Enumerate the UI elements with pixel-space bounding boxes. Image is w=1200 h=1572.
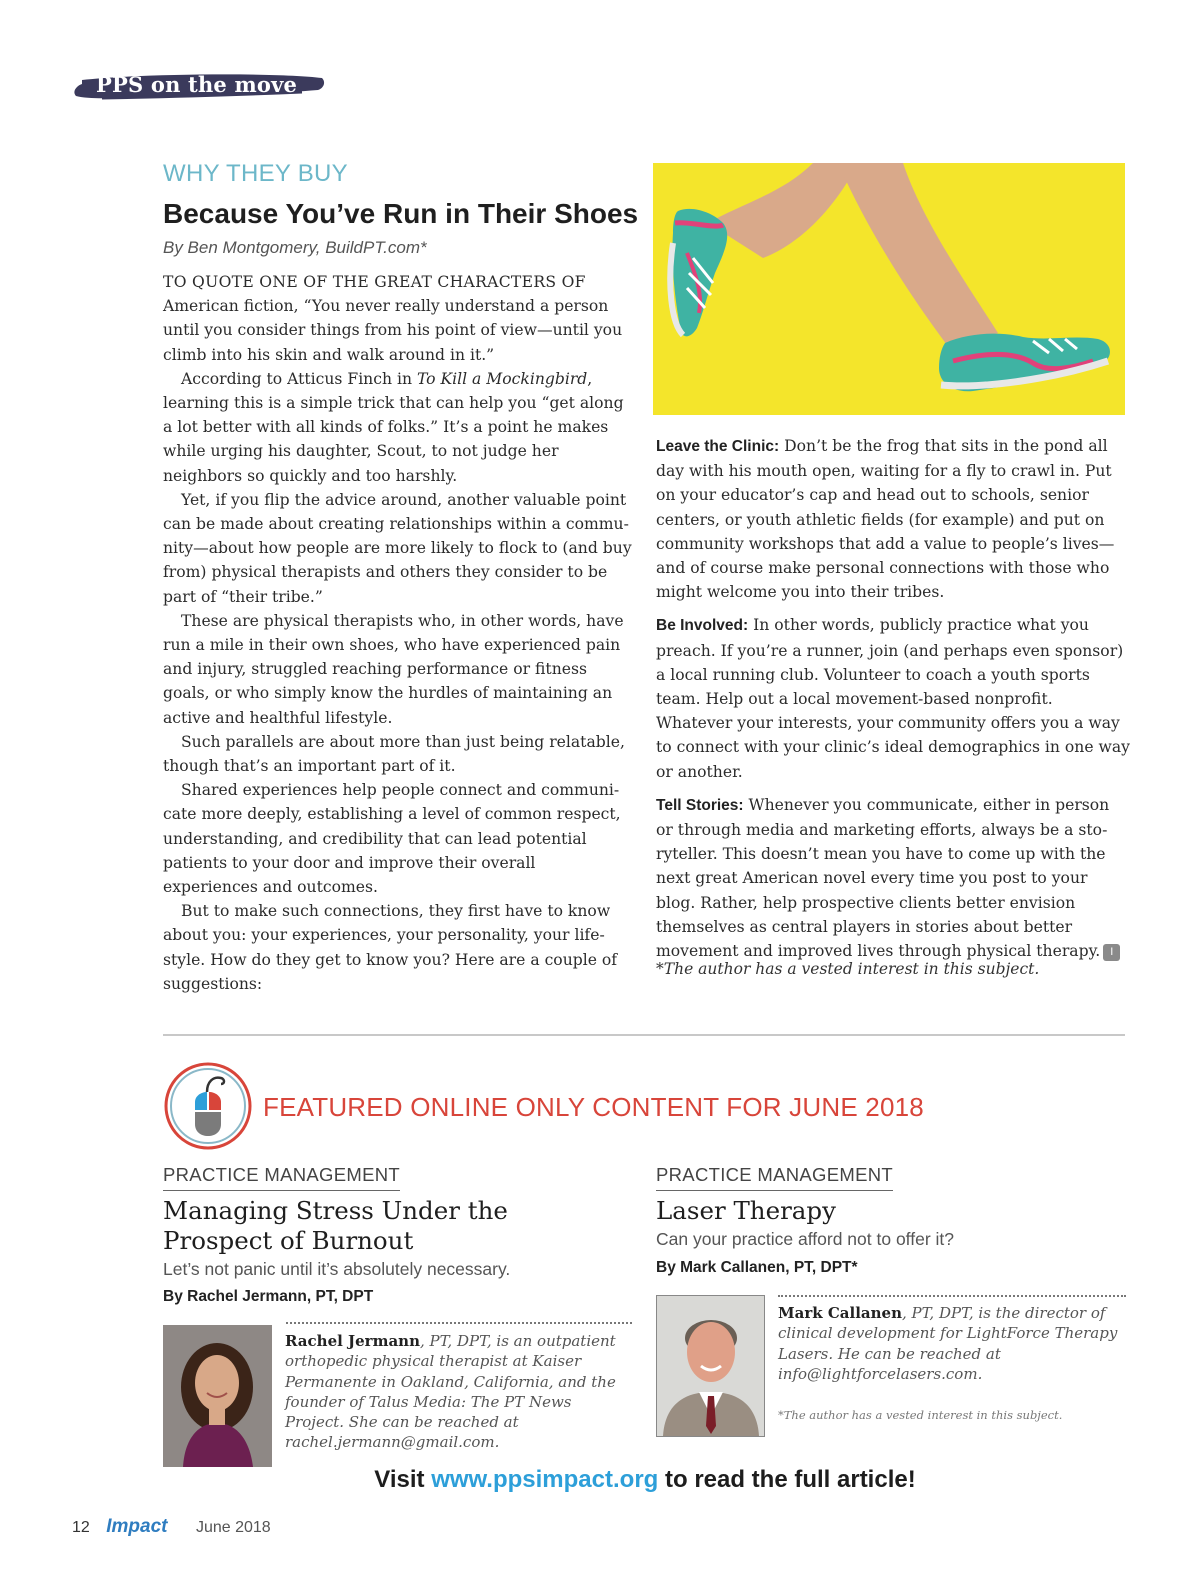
bio-text: , PT, DPT, is the director of clinical development for LightForce Therapy Lasers. He can be reached at info@lightforcelasers.com. bbox=[778, 1304, 1118, 1383]
featured-article-byline: By Mark Callanen, PT, DPT* bbox=[656, 1259, 858, 1276]
section-divider bbox=[163, 1034, 1125, 1036]
featured-article-byline: By Rachel Jermann, PT, DPT bbox=[163, 1288, 374, 1305]
article-category: PRACTICE MANAGEMENT bbox=[163, 1164, 400, 1191]
article-footnote: *The author has a vested interest in this subject. bbox=[656, 960, 1040, 978]
author-photo bbox=[656, 1295, 765, 1437]
lead-in: TO QUOTE ONE OF THE GREAT CHARACTERS OF bbox=[163, 273, 586, 291]
dotted-divider bbox=[778, 1295, 1126, 1297]
paragraph-text: American fiction, “You never really understand a person until you consider things from his point of view—until you climb into his skin and walk around in it.” bbox=[163, 297, 623, 364]
paragraph-2 bbox=[163, 367, 635, 488]
tip-label: Tell Stories: bbox=[656, 796, 744, 814]
tip-text: Whenever you communicate, either in person or through media and marketing efforts, always be a storyteller. This doesn’t mean you have to come up with the next great American novel every time you post to your blog. Rather, help prospective clients better envision themselves as central players in stories about better movement and improved lives through physical therapy. bbox=[656, 795, 1110, 961]
end-of-article-icon: I bbox=[1103, 944, 1120, 961]
article-byline: By Ben Montgomery, BuildPT.com* bbox=[163, 238, 427, 257]
tip-text: In other words, publicly practice what you preach. If you’re a runner, join (and perhaps even sponsor) a local running club. Volunteer to coach a youth sports team. Help out a local movement-based nonprofit. Whatever your interests, your community offers you a way to connect with your clinic’s ideal demographics in one way or another. bbox=[656, 616, 1130, 781]
article-category: PRACTICE MANAGEMENT bbox=[656, 1164, 893, 1191]
article-body-right bbox=[656, 434, 1130, 972]
running-legs-graphic bbox=[653, 163, 1125, 415]
paragraph-3: Yet, if you flip the advice around, another valuable point can be made about creating relationships within a community—about how people are more likely to flock to (and buy from) physical therapists and others they consider to be part of “their tribe.” bbox=[163, 490, 632, 606]
book-title: To Kill a Mockingbird bbox=[416, 369, 588, 388]
page-footer bbox=[72, 1516, 271, 1538]
paragraph-1 bbox=[163, 270, 635, 367]
author-bio bbox=[778, 1303, 1126, 1384]
author-name: Mark Callanen bbox=[778, 1304, 902, 1322]
featured-article-subtitle: Let’s not panic until it’s absolutely necessary. bbox=[163, 1259, 511, 1279]
tip-be-involved bbox=[656, 613, 1130, 783]
paragraph-text: , learning this is a simple trick that can help you “get along a lot better with all kinds of folks.” It’s a point he makes while urging his daughter, Scout, to not judge her neighbors so quickly and too harshly. bbox=[163, 369, 624, 485]
call-to-action bbox=[0, 1466, 1200, 1494]
running-shoes-illustration bbox=[653, 163, 1125, 415]
computer-mouse-icon bbox=[163, 1062, 253, 1150]
author-bio bbox=[285, 1331, 631, 1453]
paragraph-text: According to Atticus Finch in bbox=[181, 369, 417, 388]
featured-article-title[interactable]: Managing Stress Under the Prospect of Burnout bbox=[163, 1196, 508, 1255]
tip-leave-the-clinic bbox=[656, 434, 1130, 604]
featured-article-title[interactable]: Laser Therapy bbox=[656, 1196, 836, 1225]
section-label: PPS on the move bbox=[96, 72, 298, 97]
magazine-name: Impact bbox=[106, 1516, 168, 1537]
tip-label: Leave the Clinic: bbox=[656, 438, 780, 455]
featured-section-title: FEATURED ONLINE ONLY CONTENT FOR JUNE 2018 bbox=[263, 1092, 924, 1122]
featured-article-subtitle: Can your practice afford not to offer it? bbox=[656, 1229, 954, 1249]
page-number: 12 bbox=[72, 1519, 90, 1536]
paragraph-7: But to make such connections, they first have to know about you: your experiences, your personality, your lifestyle. How do they get to know you? Here are a couple of suggestions: bbox=[163, 902, 618, 993]
paragraph-5: Such parallels are about more than just being relatable, though that’s an important part of it. bbox=[163, 732, 625, 776]
tip-tell-stories bbox=[656, 793, 1130, 963]
bio-text: , PT, DPT, is an outpatient orthopedic physical therapist at Kaiser Permanente in Oakland, California, and the founder of Talus Media: The PT News Project. She can be reached at rachel.jermann@gmail.com. bbox=[285, 1332, 616, 1452]
dotted-divider bbox=[286, 1322, 632, 1324]
website-link[interactable]: www.ppsimpact.org bbox=[431, 1466, 659, 1493]
cta-text: to read the full article! bbox=[658, 1466, 916, 1493]
article-kicker: WHY THEY BUY bbox=[163, 160, 348, 187]
author-disclosure: *The author has a vested interest in this subject. bbox=[778, 1408, 1063, 1422]
author-name: Rachel Jermann bbox=[285, 1332, 420, 1350]
article-title: Because You’ve Run in Their Shoes bbox=[163, 198, 639, 229]
paragraph-6: Shared experiences help people connect and communicate more deeply, establishing a level of common respect, understanding, and credibility that can lead potential patients to your door and improve their overall experiences and outcomes. bbox=[163, 781, 621, 897]
author-photo bbox=[163, 1325, 272, 1467]
tip-label: Be Involved: bbox=[656, 617, 749, 635]
article-body-left bbox=[163, 270, 635, 996]
issue-date: June 2018 bbox=[195, 1519, 271, 1536]
paragraph-4: These are physical therapists who, in other words, have run a mile in their own shoes, who have experienced pain and injury, struggled reaching performance or fitness goals, or who simply know the hurdles of maintaining an active and healthful lifestyle. bbox=[163, 611, 624, 727]
tip-text: Don’t be the frog that sits in the pond all day with his mouth open, waiting for a fly to crawl in. Put on your educator’s cap and head out to schools, senior centers, or youth athletic fields (for example) and put on community workshops that add a value to people’s lives—and of course make personal connections with those who might welcome you into their tribes. bbox=[656, 437, 1115, 602]
cta-text: Visit bbox=[374, 1466, 432, 1493]
